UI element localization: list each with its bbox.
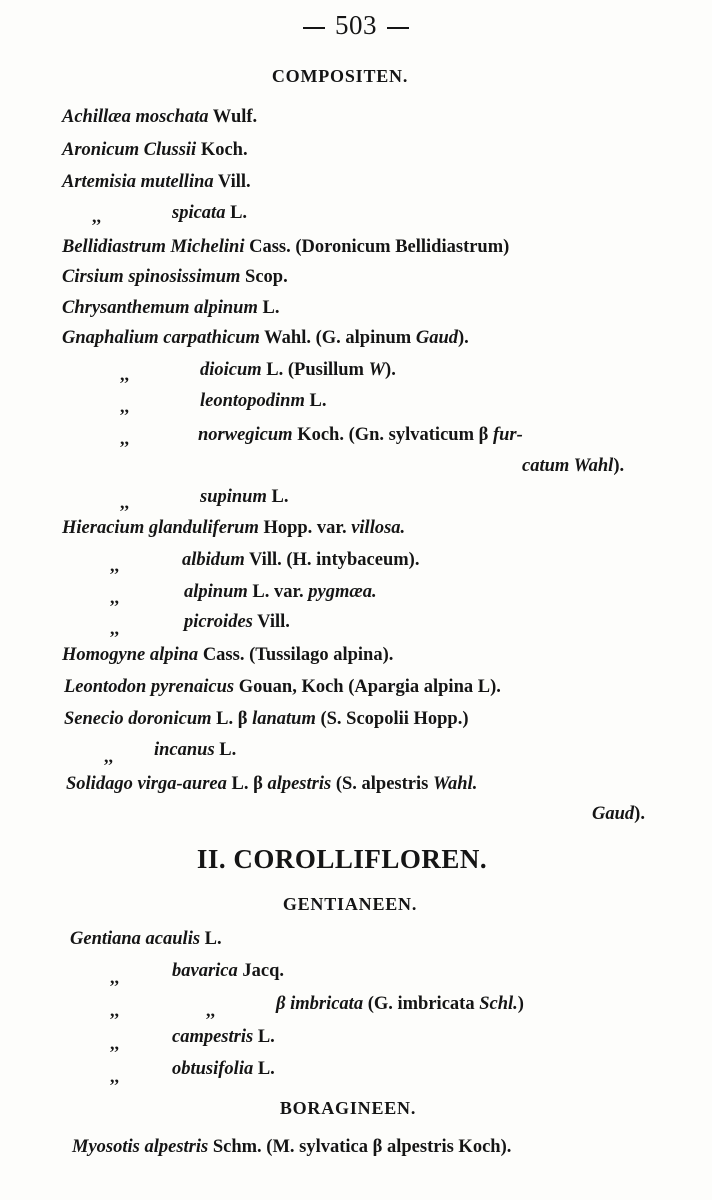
ditto-mark: ,, <box>110 587 119 607</box>
entry-homogyne <box>62 645 393 666</box>
ditto-mark: ,, <box>120 396 129 416</box>
entry-gentiana-campestris <box>172 1027 275 1048</box>
entry-gentiana <box>70 929 222 950</box>
ditto-mark: ,, <box>110 618 119 638</box>
species-name: Homogyne alpina <box>62 645 199 665</box>
authority: Wahl. (G. alpinum <box>259 328 416 348</box>
species-name: β imbricata <box>276 994 364 1014</box>
authority: L. <box>200 929 222 949</box>
entry-artemisia <box>62 172 251 193</box>
authority-italic: Schl. <box>479 994 518 1014</box>
continued-tail: ). <box>634 804 645 824</box>
species-name: campestris <box>172 1027 254 1047</box>
authority: Wulf. <box>208 107 258 127</box>
entry-hieracium <box>62 518 405 539</box>
entry-myosotis <box>72 1137 511 1158</box>
entry-continuation <box>522 456 624 477</box>
authority: Vill. (H. intybaceum). <box>244 550 420 570</box>
species-name: alpinum <box>184 582 248 602</box>
section-heading-gentianeen: GENTIANEEN. <box>282 894 418 914</box>
ditto-mark: ,, <box>110 555 119 575</box>
authority: L. <box>225 203 248 223</box>
ditto-mark: ,, <box>120 364 129 384</box>
entry-achillaea <box>62 107 257 128</box>
authority: Koch. (Gn. sylvaticum β <box>292 425 493 445</box>
species-name: Hieracium glanduliferum <box>62 518 259 538</box>
species-name: Gnaphalium carpathicum <box>62 328 260 348</box>
authority-italic: villosa. <box>351 518 406 538</box>
section-heading-boragineen: BORAGINEEN. <box>279 1098 417 1118</box>
authority: L. <box>214 740 237 760</box>
ditto-mark: ,, <box>206 1000 215 1020</box>
species-name: Achillæa moschata <box>62 107 209 127</box>
ditto-mark: ,, <box>110 967 119 987</box>
species-name: Myosotis alpestris <box>72 1137 209 1157</box>
ditto-mark: ,, <box>120 428 129 448</box>
species-name: Leontodon pyrenaicus <box>64 677 235 697</box>
ditto-mark: ,, <box>92 206 101 226</box>
species-name: Solidago virga-aurea <box>66 774 227 794</box>
authority: Jacq. <box>237 961 285 981</box>
authority: L. <box>257 298 280 318</box>
species-name: obtusifolia <box>172 1059 254 1079</box>
entry-gnaphalium-supinum <box>200 487 288 508</box>
authority: Scop. <box>240 267 288 287</box>
species-name: Senecio doronicum <box>64 709 212 729</box>
entry-gnaphalium <box>62 328 469 349</box>
entry-cirsium <box>62 267 288 288</box>
ditto-mark: ,, <box>104 746 113 766</box>
entry-gentiana-obtusifolia <box>172 1059 275 1080</box>
species-name: Cirsium spinosissimum <box>62 267 241 287</box>
species-name: leontopodinm <box>200 391 305 411</box>
continued-text: catum Wahl <box>522 456 614 476</box>
authority: Gouan, Koch (Apargia alpina L). <box>234 677 501 697</box>
species-name: Gentiana acaulis <box>70 929 201 949</box>
species-name: Artemisia mutellina <box>62 172 214 192</box>
continued-tail: ). <box>613 456 625 476</box>
species-name: incanus <box>154 740 215 760</box>
authority: L. β <box>226 774 268 794</box>
species-name: Aronicum Clussii <box>62 140 197 160</box>
authority: (G. imbricata <box>363 994 480 1014</box>
authority-italic: fur- <box>492 425 523 445</box>
authority: Koch. <box>196 140 248 160</box>
authority: Hopp. var. <box>258 518 352 538</box>
species-name: picroides <box>184 612 253 632</box>
entry-senecio-incanus <box>154 740 236 761</box>
authority-italic: alpestris <box>267 774 332 794</box>
species-name: Bellidiastrum Michelini <box>62 237 245 257</box>
ditto-mark: ,, <box>120 492 129 512</box>
authority: Schm. (M. sylvatica β alpestris Koch). <box>208 1137 512 1157</box>
authority: L. β <box>211 709 253 729</box>
entry-chrysanthemum <box>62 298 279 319</box>
species-name: Chrysanthemum alpinum <box>62 298 258 318</box>
entry-continuation <box>592 804 645 825</box>
entry-artemisia-spicata <box>172 203 247 224</box>
authority-tail: (S. alpestris <box>331 774 433 794</box>
entry-aronicum <box>62 140 248 161</box>
entry-gentiana-bavarica <box>172 961 284 982</box>
authority-tail: ). <box>385 360 396 380</box>
authority: L. <box>304 391 327 411</box>
entry-leontodon <box>64 677 501 698</box>
authority: L. <box>266 487 289 507</box>
species-name: albidum <box>182 550 245 570</box>
dash-right <box>387 27 409 29</box>
entry-solidago <box>66 774 477 795</box>
species-name: norwegicum <box>198 425 293 445</box>
authority: L. (Pusillum <box>261 360 369 380</box>
authority: Vill. <box>252 612 290 632</box>
authority: Cass. (Tussilago alpina). <box>198 645 394 665</box>
authority: Cass. (Doronicum Bellidiastrum) <box>244 237 510 257</box>
entry-gnaphalium-norwegicum <box>198 425 523 446</box>
authority-italic: W <box>368 360 386 380</box>
authority: Vill. <box>213 172 251 192</box>
entry-hieracium-albidum <box>182 550 419 571</box>
entry-senecio <box>64 709 469 730</box>
ditto-mark: ,, <box>110 1066 119 1086</box>
section-heading-compositen: COMPOSITEN. <box>271 66 409 86</box>
authority-italic: lanatum <box>252 709 316 729</box>
species-name: spicata <box>172 203 226 223</box>
authority-italic: Gaud <box>415 328 458 348</box>
authority-tail: ). <box>457 328 469 348</box>
entry-gnaphalium-dioicum <box>200 360 396 381</box>
species-name: bavarica <box>172 961 238 981</box>
dash-left <box>303 27 325 29</box>
species-name: supinum <box>200 487 267 507</box>
entry-gentiana-bavarica-imbricata <box>276 994 524 1015</box>
page-number: 503 <box>335 10 377 40</box>
ditto-mark: ,, <box>110 1000 119 1020</box>
authority-tail: ) <box>517 994 524 1014</box>
species-name: dioicum <box>200 360 262 380</box>
entry-hieracium-picroides <box>184 612 290 633</box>
entry-hieracium-alpinum <box>184 582 377 603</box>
section-heading-corollifloren: II. COROLLIFLOREN. <box>196 844 488 874</box>
entry-bellidiastrum <box>62 237 509 258</box>
authority: L. <box>253 1059 275 1079</box>
authority: L. var. <box>247 582 309 602</box>
continued-text: Gaud <box>592 804 635 824</box>
ditto-mark: ,, <box>110 1033 119 1053</box>
authority-italic: pygmæa. <box>308 582 377 602</box>
authority: L. <box>253 1027 275 1047</box>
authority-italic-2: Wahl. <box>432 774 478 794</box>
entry-gnaphalium-leontopodium <box>200 391 326 412</box>
page-number-line <box>0 10 712 41</box>
authority-tail: (S. Scopolii Hopp.) <box>315 709 469 729</box>
